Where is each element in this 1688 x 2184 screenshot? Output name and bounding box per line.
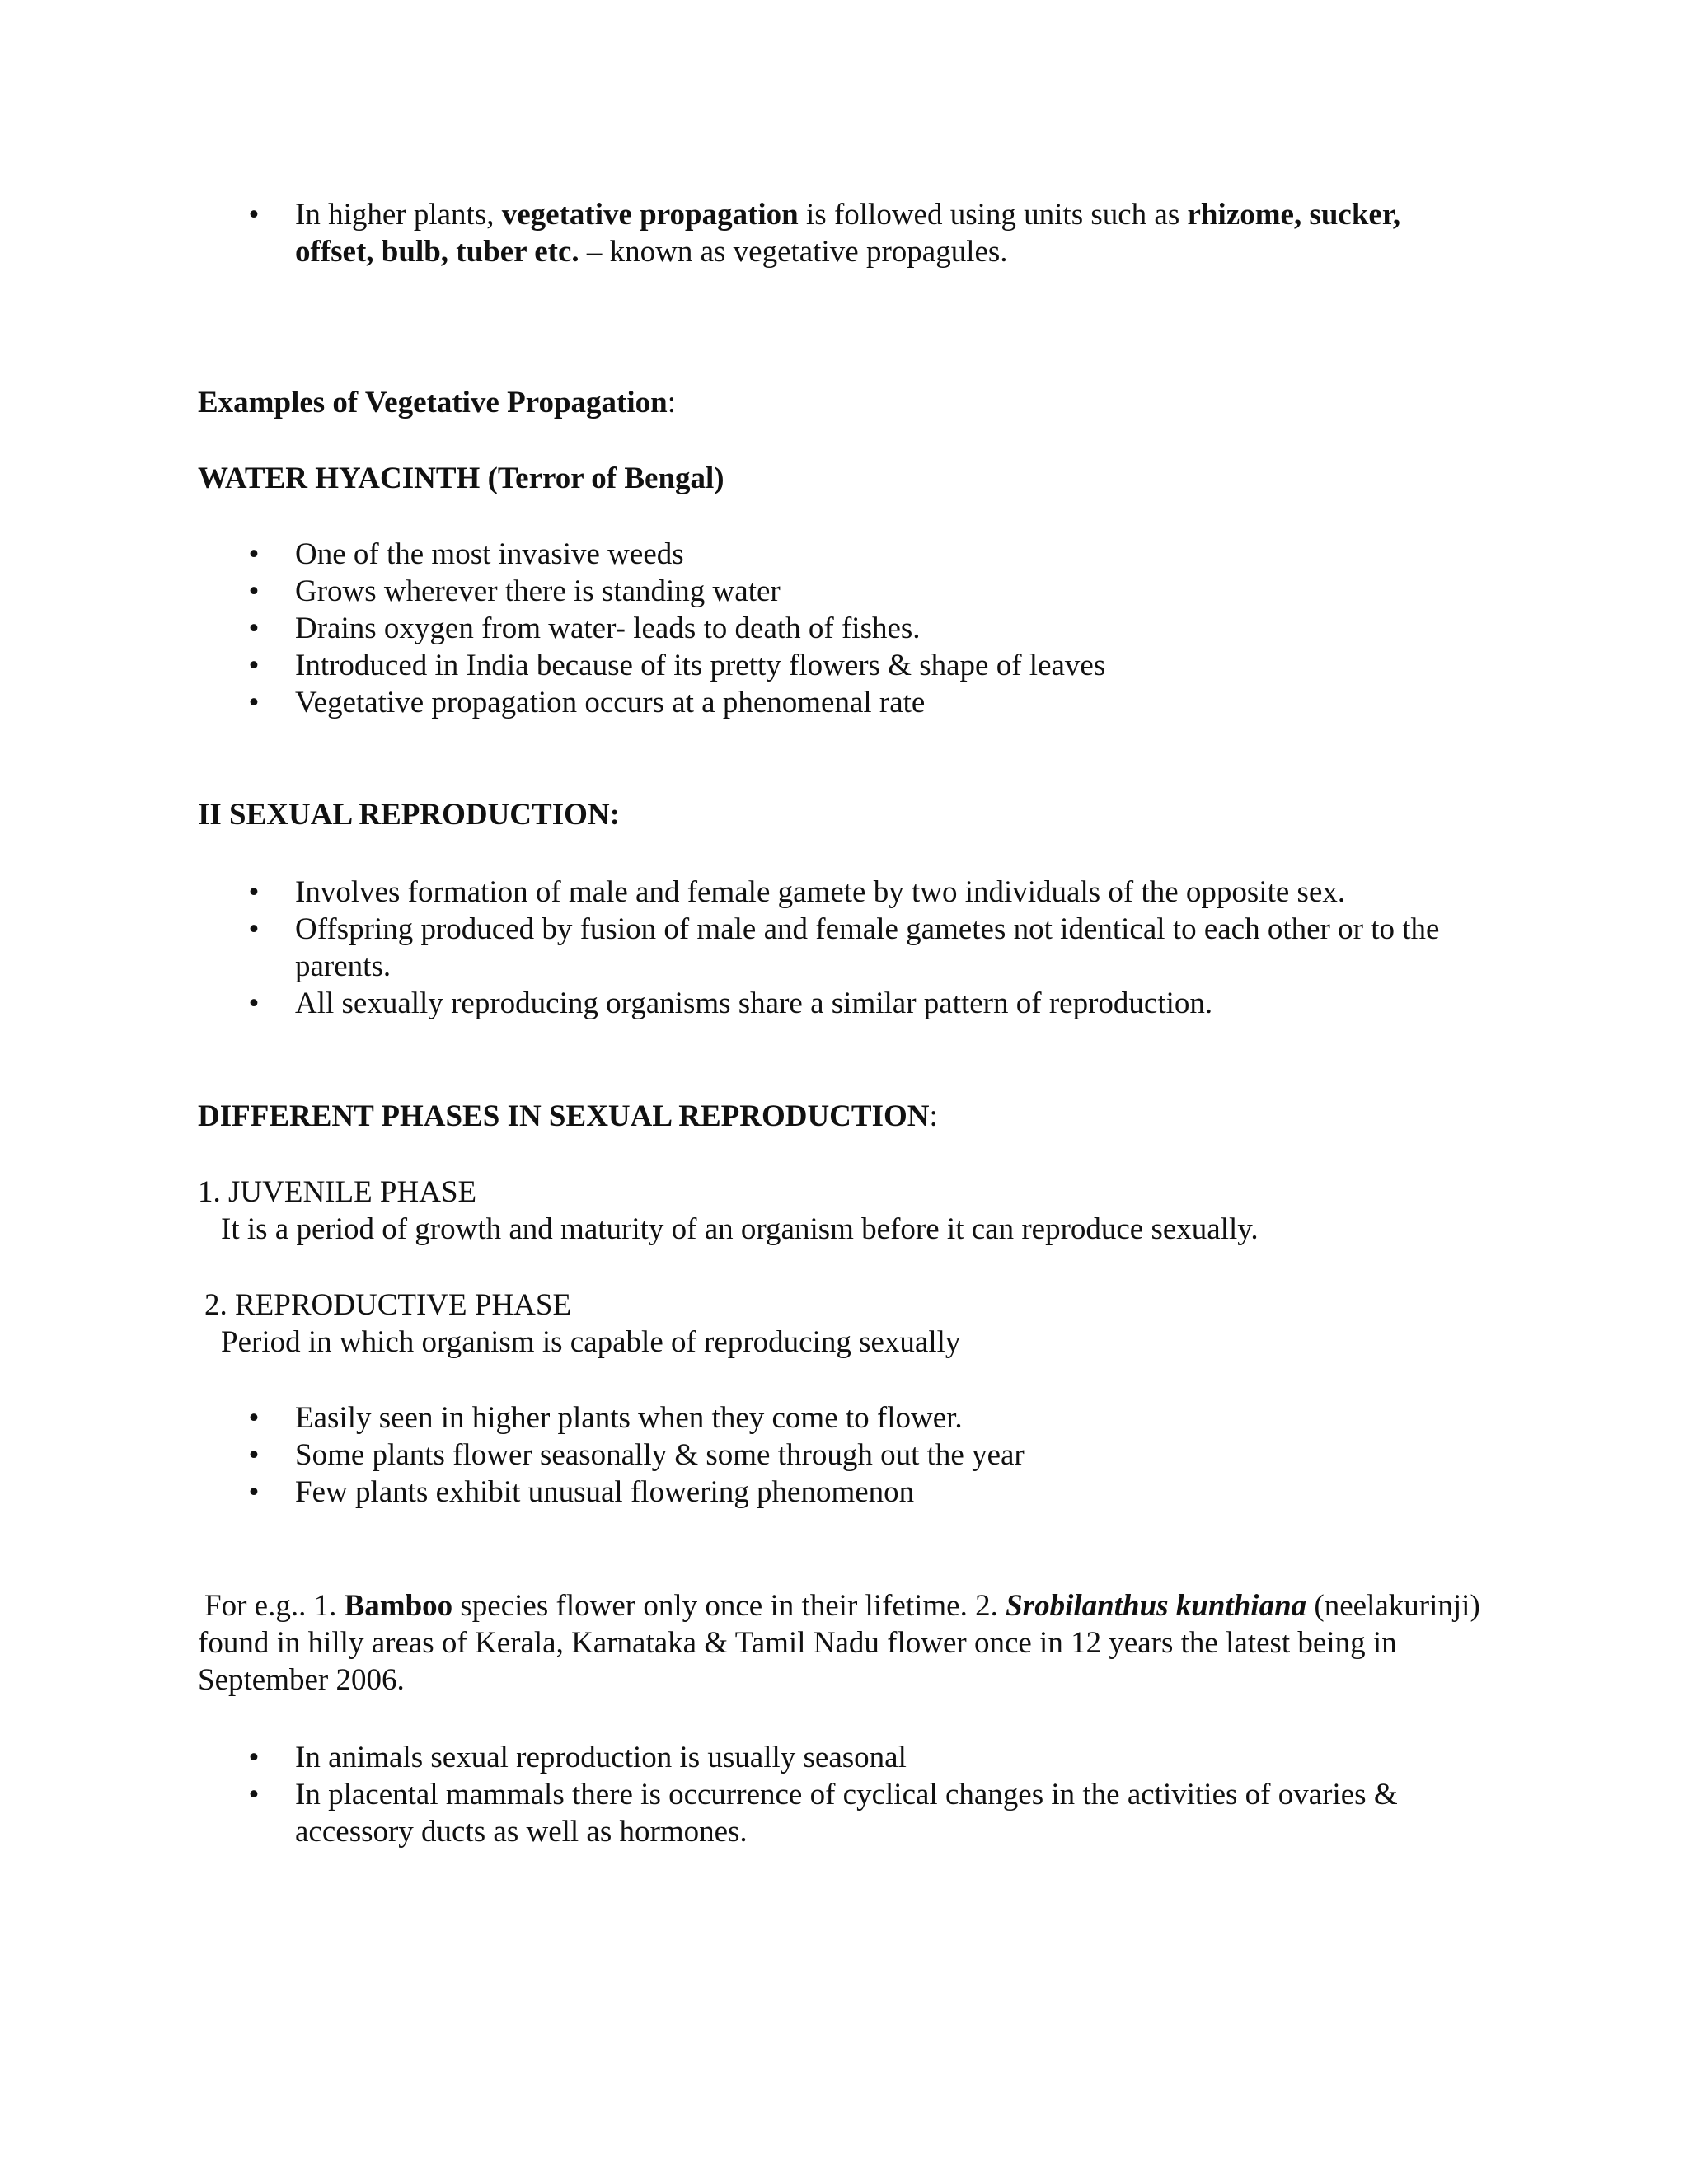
juvenile-phase-desc: It is a period of growth and maturity of an organism before it can reproduce sexually. xyxy=(221,1212,1259,1246)
examples-heading: Examples of Vegetative Propagation: xyxy=(198,386,676,419)
water-hyacinth-list xyxy=(198,536,1484,721)
list-item: • Few plants exhibit unusual flowering phenomenon xyxy=(198,1474,1484,1511)
bullet-icon: • xyxy=(248,987,260,1020)
bullet-icon: • xyxy=(248,912,260,946)
list-item: • In higher plants, vegetative propagation is followed using units such as rhizome, sucker, offset, bulb, tuber etc. – known as vegetative propagules. xyxy=(198,196,1484,270)
list-item: • Involves formation of male and female gamete by two individuals of the opposite sex. xyxy=(198,874,1484,911)
list-item: • In placental mammals there is occurrence of cyclical changes in the activities of ovaries & accessory ducts as well as hormones. xyxy=(198,1776,1484,1850)
bullet-icon: • xyxy=(248,198,260,232)
intro-bullet-list xyxy=(198,196,1484,270)
animal-reproduction-list xyxy=(198,1739,1484,1850)
sexual-reproduction-heading: II SEXUAL REPRODUCTION: xyxy=(198,798,620,832)
reproductive-phase-desc: Period in which organism is capable of reproducing sexually xyxy=(221,1325,961,1359)
reproductive-list xyxy=(198,1399,1484,1511)
list-item: • Introduced in India because of its pretty flowers & shape of leaves xyxy=(198,647,1484,684)
bullet-icon: • xyxy=(248,612,260,645)
list-item: • Vegetative propagation occurs at a phenomenal rate xyxy=(198,684,1484,721)
reproductive-phase-title: 2. REPRODUCTIVE PHASE xyxy=(204,1288,572,1322)
list-item: • One of the most invasive weeds xyxy=(198,536,1484,573)
list-item: • Offspring produced by fusion of male and female gametes not identical to each other or to the parents. xyxy=(198,911,1484,985)
bullet-icon: • xyxy=(248,1475,260,1509)
sexual-reproduction-list xyxy=(198,874,1484,1022)
list-item: • All sexually reproducing organisms share a similar pattern of reproduction. xyxy=(198,985,1484,1022)
juvenile-phase-title: 1. JUVENILE PHASE xyxy=(198,1175,477,1209)
list-item: • Drains oxygen from water- leads to death of fishes. xyxy=(198,610,1484,647)
list-item: • Easily seen in higher plants when they come to flower. xyxy=(198,1399,1484,1436)
bullet-icon: • xyxy=(248,537,260,571)
list-item: • Grows wherever there is standing water xyxy=(198,573,1484,610)
water-hyacinth-heading: WATER HYACINTH (Terror of Bengal) xyxy=(198,462,724,495)
bullet-icon: • xyxy=(248,1741,260,1774)
bullet-icon: • xyxy=(248,574,260,608)
list-item: • Some plants flower seasonally & some through out the year xyxy=(198,1436,1484,1474)
phases-heading: DIFFERENT PHASES IN SEXUAL REPRODUCTION: xyxy=(198,1099,938,1133)
bullet-icon: • xyxy=(248,686,260,719)
bullet-icon: • xyxy=(248,1401,260,1435)
example-paragraph: For e.g.. 1. Bamboo species flower only once in their lifetime. 2. Srobilanthus kunthiana (neelakurinji) found in hilly areas of Kerala, Karnataka & Tamil Nadu flower once in 12 years the latest being in September 2006. xyxy=(198,1589,1480,1697)
bullet-icon: • xyxy=(248,1438,260,1472)
bullet-icon: • xyxy=(248,875,260,909)
bullet-icon: • xyxy=(248,1778,260,1811)
bullet-icon: • xyxy=(248,649,260,682)
list-item: • In animals sexual reproduction is usually seasonal xyxy=(198,1739,1484,1776)
